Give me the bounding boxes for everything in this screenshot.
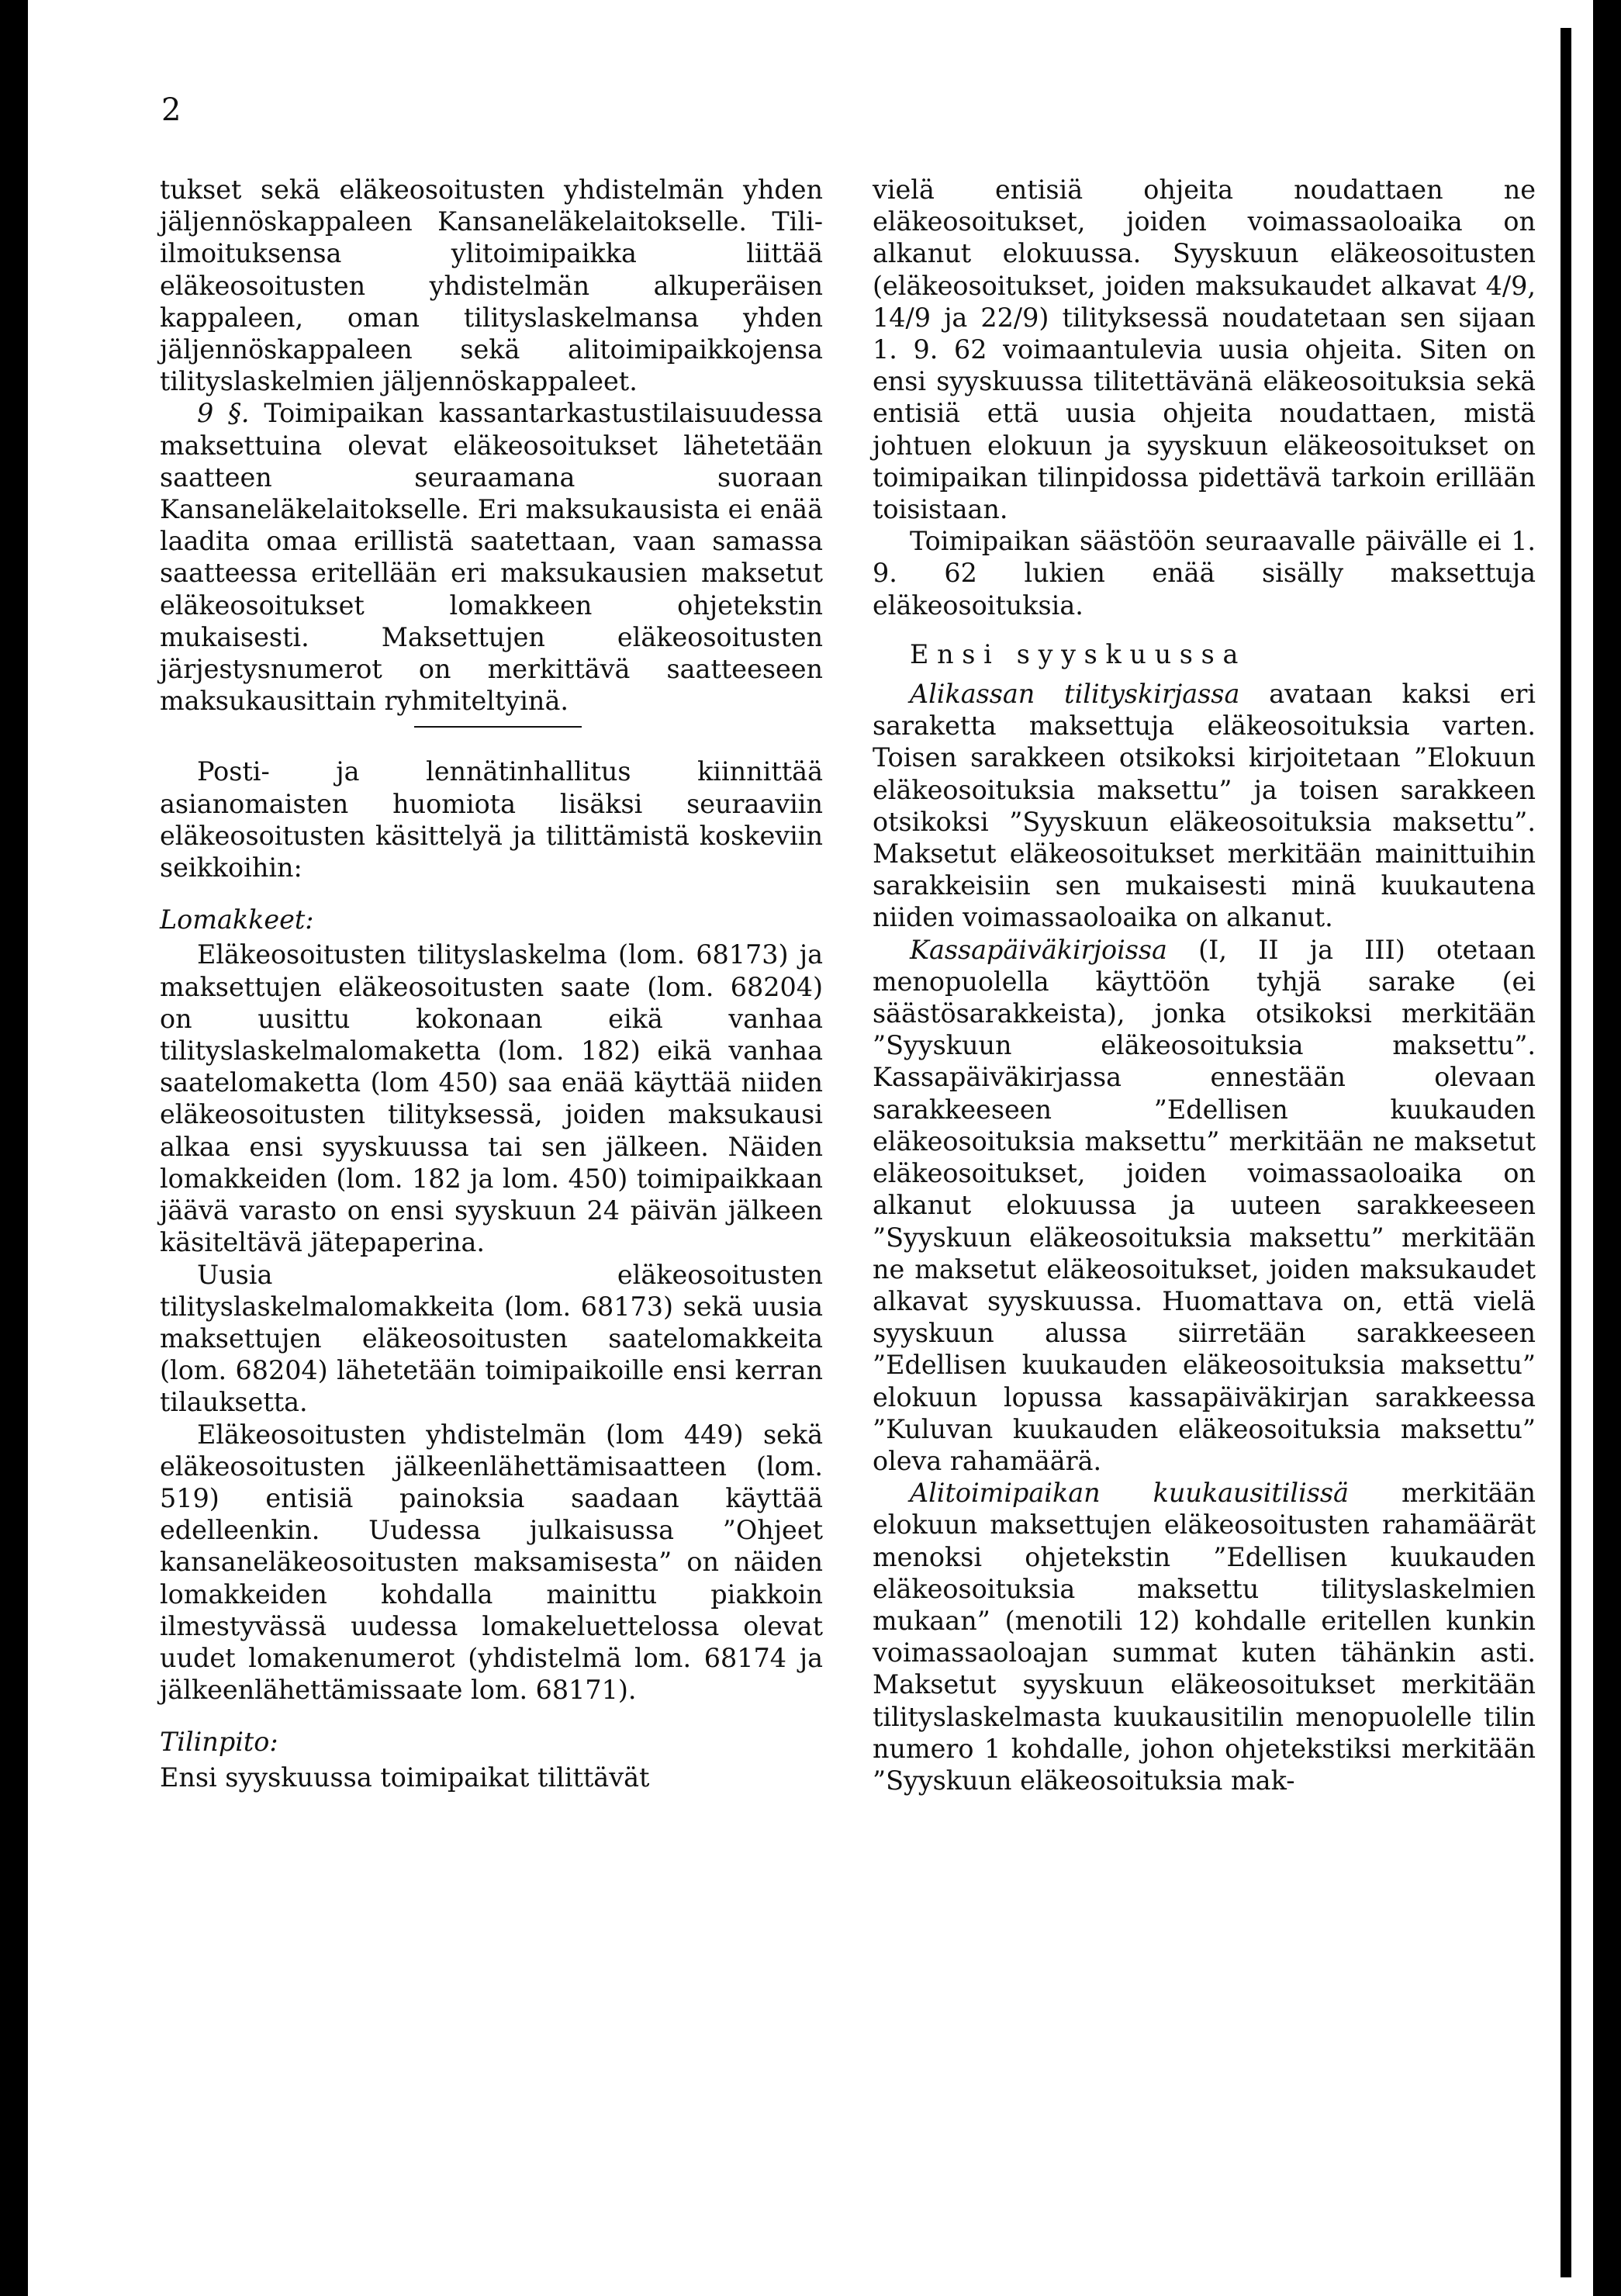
heading-ensi-syyskuussa: Ensi syyskuussa — [910, 638, 1247, 669]
scan-border-left — [0, 0, 28, 2296]
scan-border-right-line — [1561, 28, 1571, 2277]
alikassa-lead: Alikassan tilityskirjassa — [910, 679, 1240, 710]
paragraph-continuation-right: vielä entisiä ohjeita noudattaen ne eläkeosoitukset, joiden voimassaoloaika on alkanut elokuussa. Syyskuun eläkeosoitusten (eläkeosoitukset, joiden maksukaudet alkavat 4/9, 14/9 ja 22/9) tilityksessä noudatetaan sen sijaan 1. 9. 62 voimaantulevia uusia ohjeita. Siten on ensi syyskuussa tilitettävänä eläkeosoituksia sekä entisiä että uusia ohjeita noudattaen, mistä johtuen elokuun ja syyskuun eläkeosoitukset on toimipaikan tilinpidossa pidettävä tarkoin erillään toisistaan. — [873, 175, 1536, 525]
paragraph-section-9 — [160, 397, 823, 717]
paragraph-continuation: tukset sekä eläkeosoitusten yhdistelmän yhden jäljennöskappaleen Kansaneläkelaitokselle. Tili-ilmoituksensa ylitoimipaikka liittää eläkeosoitusten yhdistelmän alkuperäisen kappaleen, oman tilityslaskelmansa yhden jäljennöskappaleen sekä alitoimipaikkojensa tilityslaskelmien jäljennöskappaleet. — [160, 175, 823, 397]
page-number: 2 — [161, 92, 181, 128]
kuukausitili-lead: Alitoimipaikan kuukausitilissä — [910, 1478, 1349, 1509]
kassapaivakirja-text: (I, II ja III) otetaan menopuolella käyttöön tyhjä sarake (ei säästösarakkeista), jonka otsikoksi merkitään ”Syyskuun eläkeosoituksia maksettu”. Kassapäiväkirjassa ennestään olevaan sarakkeeseen ”Edellisen kuukauden eläkeosoituksia maksettu” merkitään ne maksetut eläkeosoitukset, joiden voimassaoloaika on alkanut elokuussa ja uuteen sarakkeeseen ”Syyskuun eläkeosoituksia maksettu” merkitään ne maksetut eläkeosoitukset, joiden maksukaudet alkavat syyskuussa. Huomattava on, että vielä syyskuun alussa siirretään sarakkeeseen ”Edellisen kuukauden eläkeosoituksia maksettu” elokuun lopussa kassapäiväkirjan sarakkeessa ”Kuluvan kuukauden eläkeosoituksia maksettu” oleva rahamäärä. — [873, 934, 1536, 1476]
paragraph-kassapaivakirja — [873, 934, 1536, 1477]
paragraph-forms: Eläkeosoitusten tilityslaskelma (lom. 68173) ja maksettujen eläkeosoitusten saate (lom. 68204) on uusittu kokonaan eikä vanhaa tilityslaskelmalomaketta (lom. 182) eikä vanhaa saatelomaketta (lom 450) saa enää käyttää niiden eläkeosoitusten tilityksessä, joiden maksukausi alkaa ensi syyskuussa tai sen jälkeen. Näiden lomakkeiden (lom. 182 ja lom. 450) toimipaikkaan jäävä varasto on ensi syyskuun 24 päivän jälkeen käsiteltävä jätepaperina. — [160, 939, 823, 1258]
paragraph-intro: Posti- ja lennätinhallitus kiinnittää asianomaisten huomiota lisäksi seuraaviin eläkeosoitusten käsittelyä ja tilittämistä koskeviin seikkoihin: — [160, 756, 823, 883]
paragraph-new-forms: Uusia eläkeosoitusten tilityslaskelmalomakkeita (lom. 68173) sekä uusia maksettujen eläkeosoitusten saatelomakkeita (lom. 68204) lähetetään toimipaikoille ensi kerran tilauksetta. — [160, 1259, 823, 1418]
heading-lomakkeet: Lomakkeet: — [160, 904, 314, 935]
kassapaivakirja-lead: Kassapäiväkirjoissa — [910, 934, 1167, 965]
separator-rule — [414, 726, 582, 728]
heading-tilinpito: Tilinpito: — [160, 1727, 278, 1758]
paragraph-accounting: Ensi syyskuussa toimipaikat tilittävät — [160, 1762, 650, 1793]
paragraph-old-prints: Eläkeosoitusten yhdistelmän (lom 449) sekä eläkeosoitusten jälkeenlähettämisaatteen (lom. 519) entisiä painoksia saadaan käyttää edelleenkin. Uudessa julkaisussa ”Ohjeet kansaneläkeosoitusten maksamisesta” on näiden lomakkeiden kohdalla mainittu piakkoin ilmestyvässä uudessa lomakeluettelossa olevat uudet lomakenumerot (yhdistelmä lom. 68174 ja jälkeenlähettämissaate lom. 68171). — [160, 1419, 823, 1706]
section-number: 9 §. — [197, 398, 250, 429]
alikassa-text: avataan kaksi eri saraketta maksettuja eläkeosoituksia varten. Toisen sarakkeen otsikoksi kirjoitetaan ”Elokuun eläkeosoituksia maksettu” ja toisen sarakkeen otsikoksi ”Syyskuun eläkeosoituksia maksettu”. Maksetut eläkeosoitukset merkitään mainittuihin sarakkeisiin sen mukaisesti minä kuukautena niiden voimassaoloaika on alkanut. — [873, 679, 1536, 933]
kuukausitili-text: merkitään elokuun maksettujen eläkeosoitusten rahamäärät menoksi ohjetekstin ”Edellisen kuukauden eläkeosoituksia maksettu tilityslaskelmien mukaan” (menotili 12) kohdalle eritellen kunkin voimassaoloajan summat kuten tähänkin asti. Maksetut syyskuun eläkeosoitukset merkitään tilityslaskelmasta kuukausitilin menopuolelle tilin numero 1 kohdalle, johon ohjetekstiksi merkitään ”Syyskuun eläkeosoituksia mak- — [873, 1478, 1536, 1796]
scan-border-right — [1593, 0, 1621, 2296]
left-column — [160, 174, 823, 1793]
paragraph-savings: Toimipaikan säästöön seuraavalle päivälle ei 1. 9. 62 lukien enää sisälly maksettuja eläkeosoituksia. — [873, 526, 1536, 621]
paragraph-kuukausitili — [873, 1477, 1536, 1796]
right-column — [873, 174, 1536, 1796]
paragraph-alikassa — [873, 678, 1536, 934]
section-9-text: Toimipaikan kassantarkastustilaisuudessa maksettuina olevat eläkeosoitukset lähetetään saatteen seuraamana suoraan Kansaneläkelaitokselle. Eri maksukausista ei enää laadita omaa erillistä saatettaan, vaan samassa saatteessa eritellään eri maksukausien maksetut eläkeosoitukset lomakkeen ohjetekstin mukaisesti. Maksettujen eläkeosoitusten järjestysnumerot on merkittävä saatteeseen maksukausittain ryhmiteltyinä. — [160, 398, 824, 717]
